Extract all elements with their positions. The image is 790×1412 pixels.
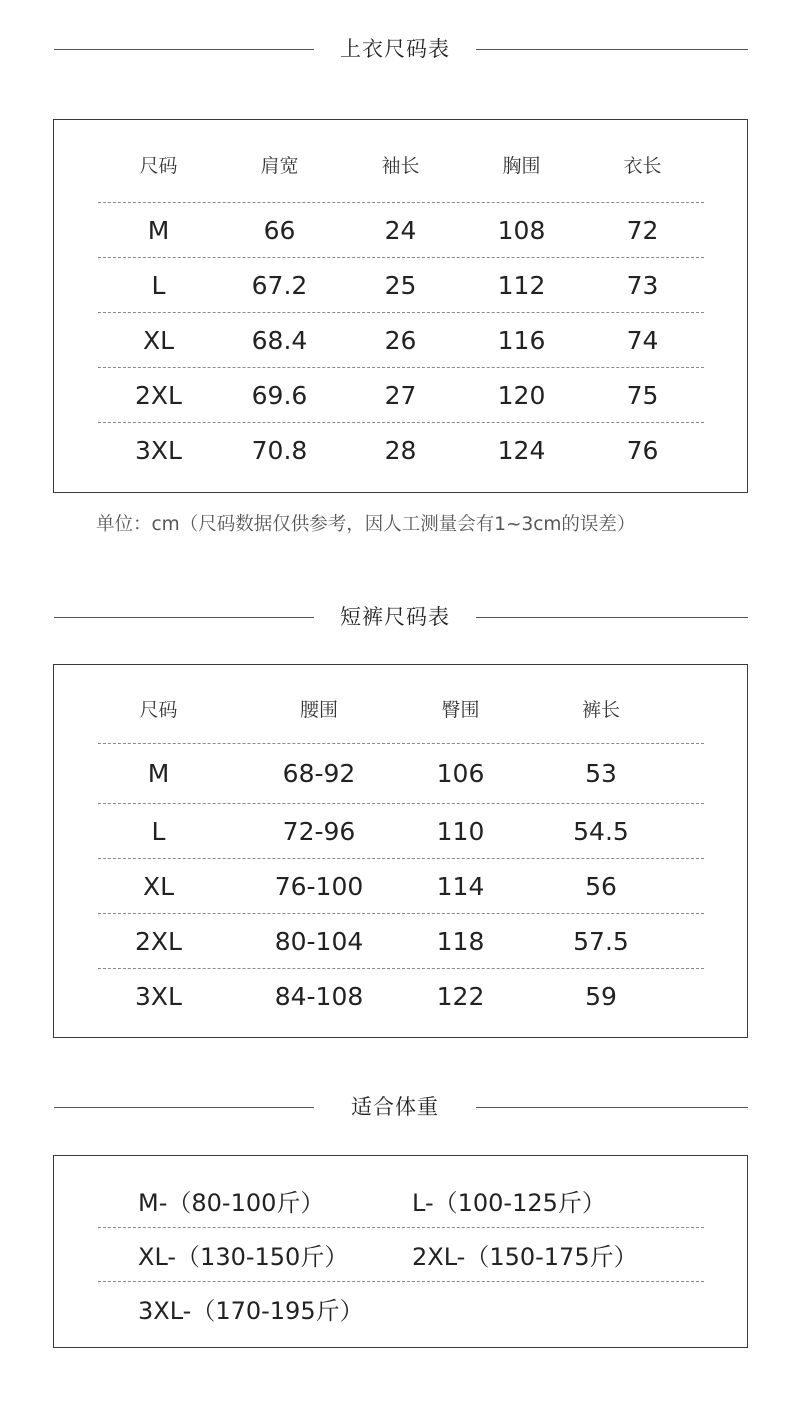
cell-length: 76 [626, 435, 659, 465]
table-row [98, 858, 704, 913]
cell-shoulder: 70.8 [251, 435, 308, 465]
title-rule-right [476, 49, 748, 50]
cell-chest: 116 [497, 325, 546, 355]
cell-hip: 118 [436, 926, 485, 956]
tops-section-title [0, 29, 790, 69]
weight-cell: 3XL-（170-195斤） [138, 1297, 364, 1325]
cell-size: XL [142, 871, 175, 901]
weight-table [53, 1155, 748, 1348]
cell-shoulder: 67.2 [251, 270, 308, 300]
cell-size: L [151, 270, 166, 300]
cell-chest: 120 [497, 380, 546, 410]
cell-length: 72 [626, 215, 659, 245]
weight-row [98, 1227, 704, 1281]
cell-sleeve: 27 [384, 380, 417, 410]
cell-size: M [147, 759, 170, 788]
unit-note: 单位：cm（尺码数据仅供参考，因人工测量会有1~3cm的误差） [96, 514, 636, 535]
tops-table-grid [98, 126, 704, 477]
cell-shoulder: 68.4 [251, 325, 308, 355]
cell-sleeve: 25 [384, 270, 417, 300]
cell-hip: 122 [436, 981, 485, 1011]
cell-size: 3XL [135, 981, 182, 1011]
header-shoulder: 肩宽 [260, 154, 299, 177]
header-chest: 胸围 [502, 154, 541, 177]
cell-shoulder: 69.6 [251, 380, 308, 410]
title-rule-right [476, 1107, 748, 1108]
weight-cell: M-（80-100斤） [138, 1189, 325, 1217]
cell-chest: 108 [497, 215, 546, 245]
cell-hip: 114 [436, 871, 485, 901]
title-rule-left [54, 49, 314, 50]
weight-section-title [0, 1087, 790, 1127]
cell-waist: 72-96 [282, 816, 356, 846]
table-row [98, 913, 704, 968]
cell-size: 2XL [135, 926, 182, 956]
shorts-table-grid [98, 673, 704, 1023]
shorts-size-table [53, 664, 748, 1038]
cell-pants-length: 53 [585, 759, 617, 788]
header-hip: 臀围 [441, 698, 480, 721]
table-row [98, 422, 704, 477]
weight-cell: XL-（130-150斤） [138, 1243, 349, 1271]
cell-waist: 76-100 [274, 871, 364, 901]
header-length: 衣长 [623, 154, 662, 177]
cell-pants-length: 59 [585, 981, 617, 1011]
cell-waist: 80-104 [274, 926, 364, 956]
cell-chest: 124 [497, 435, 546, 465]
weight-cell: L-（100-125斤） [412, 1189, 606, 1217]
cell-length: 74 [626, 325, 659, 355]
weight-row [98, 1174, 704, 1227]
cell-pants-length: 54.5 [573, 816, 629, 846]
header-pants-length: 裤长 [581, 698, 620, 721]
cell-hip: 106 [436, 759, 485, 788]
title-rule-left [54, 617, 314, 618]
weight-row [98, 1281, 704, 1335]
weight-title-label: 适合体重 [351, 1095, 439, 1119]
cell-chest: 112 [497, 270, 546, 300]
cell-size: XL [142, 325, 175, 355]
table-header-row [98, 126, 704, 202]
title-rule-right [476, 617, 748, 618]
shorts-title-label: 短裤尺码表 [340, 605, 450, 629]
cell-hip: 110 [436, 816, 485, 846]
cell-sleeve: 26 [384, 325, 417, 355]
cell-size: M [147, 215, 170, 245]
cell-sleeve: 24 [384, 215, 417, 245]
table-row [98, 257, 704, 312]
cell-shoulder: 66 [263, 215, 296, 245]
cell-length: 73 [626, 270, 659, 300]
cell-pants-length: 56 [585, 871, 617, 901]
cell-size: 3XL [135, 435, 182, 465]
cell-pants-length: 57.5 [573, 926, 629, 956]
table-row [98, 312, 704, 367]
weight-grid [98, 1174, 704, 1335]
table-row [98, 968, 704, 1023]
weight-cell: 2XL-（150-175斤） [412, 1243, 638, 1271]
tops-title-label: 上衣尺码表 [340, 37, 450, 61]
header-waist: 腰围 [299, 698, 338, 721]
table-row [98, 803, 704, 858]
cell-size: L [151, 816, 166, 846]
table-header-row [98, 673, 704, 743]
cell-waist: 84-108 [274, 981, 364, 1011]
table-row [98, 743, 704, 803]
table-row [98, 367, 704, 422]
cell-sleeve: 28 [384, 435, 417, 465]
cell-size: 2XL [135, 380, 182, 410]
title-rule-left [54, 1107, 314, 1108]
header-sleeve: 袖长 [381, 154, 420, 177]
tops-size-table [53, 119, 748, 493]
table-row [98, 202, 704, 257]
header-size: 尺码 [139, 698, 178, 721]
cell-waist: 68-92 [282, 759, 356, 788]
header-size: 尺码 [139, 154, 178, 177]
cell-length: 75 [626, 380, 659, 410]
shorts-section-title [0, 597, 790, 637]
